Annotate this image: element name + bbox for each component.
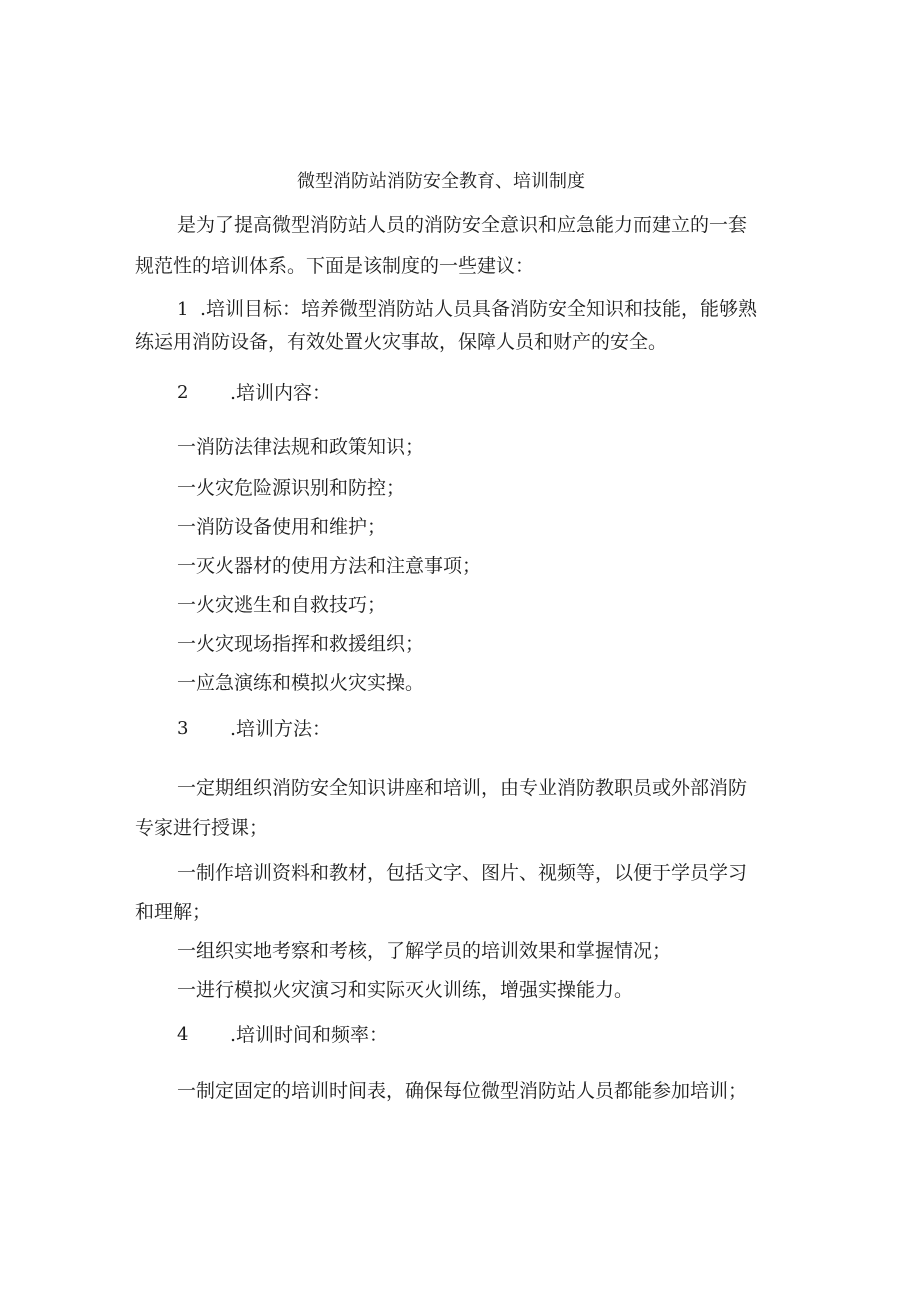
list-item: 一火灾现场指挥和救援组织； bbox=[177, 633, 425, 655]
section-heading: .培训时间和频率： bbox=[230, 1024, 389, 1046]
list-item: 一制作培训资料和教材，包括文字、图片、视频等，以便于学员学习 bbox=[177, 862, 748, 884]
section-heading-continued: 练运用消防设备，有效处置火灾事故，保障人员和财产的安全。 bbox=[135, 331, 668, 353]
list-item-continued: 和理解； bbox=[135, 901, 212, 923]
document-title: 微型消防站消防安全教育、培训制度 bbox=[297, 171, 585, 192]
list-item: 一消防法律法规和政策知识； bbox=[177, 436, 425, 458]
section-heading: .培训内容： bbox=[230, 382, 332, 404]
list-item: 一应急演练和模拟火灾实操。 bbox=[177, 672, 425, 694]
section-number: 1 bbox=[177, 299, 189, 320]
list-item: 一定期组织消防安全知识讲座和培训，由专业消防教职员或外部消防 bbox=[177, 777, 748, 799]
intro-line-2: 规范性的培训体系。下面是该制度的一些建议： bbox=[135, 255, 535, 277]
section-number: 2 bbox=[177, 382, 189, 403]
list-item: 一进行模拟火灾演习和实际灭火训练，增强实操能力。 bbox=[177, 979, 634, 1001]
section-number: 4 bbox=[177, 1024, 189, 1045]
intro-line-1: 是为了提高微型消防站人员的消防安全意识和应急能力而建立的一套 bbox=[177, 214, 748, 236]
list-item: 一制定固定的培训时间表，确保每位微型消防站人员都能参加培训； bbox=[177, 1080, 748, 1102]
section-heading: .培训方法： bbox=[230, 718, 332, 740]
list-item: 一火灾逃生和自救技巧； bbox=[177, 594, 387, 616]
list-item: 一组织实地考察和考核，了解学员的培训效果和掌握情况； bbox=[177, 940, 672, 962]
section-number: 3 bbox=[177, 718, 189, 739]
section-heading: .培训目标：培养微型消防站人员具备消防安全知识和技能，能够熟 bbox=[200, 298, 758, 320]
list-item: 一消防设备使用和维护； bbox=[177, 516, 387, 538]
list-item: 一火灾危险源识别和防控； bbox=[177, 477, 406, 499]
list-item: 一灭火器材的使用方法和注意事项； bbox=[177, 555, 482, 577]
list-item-continued: 专家进行授课； bbox=[135, 817, 269, 839]
